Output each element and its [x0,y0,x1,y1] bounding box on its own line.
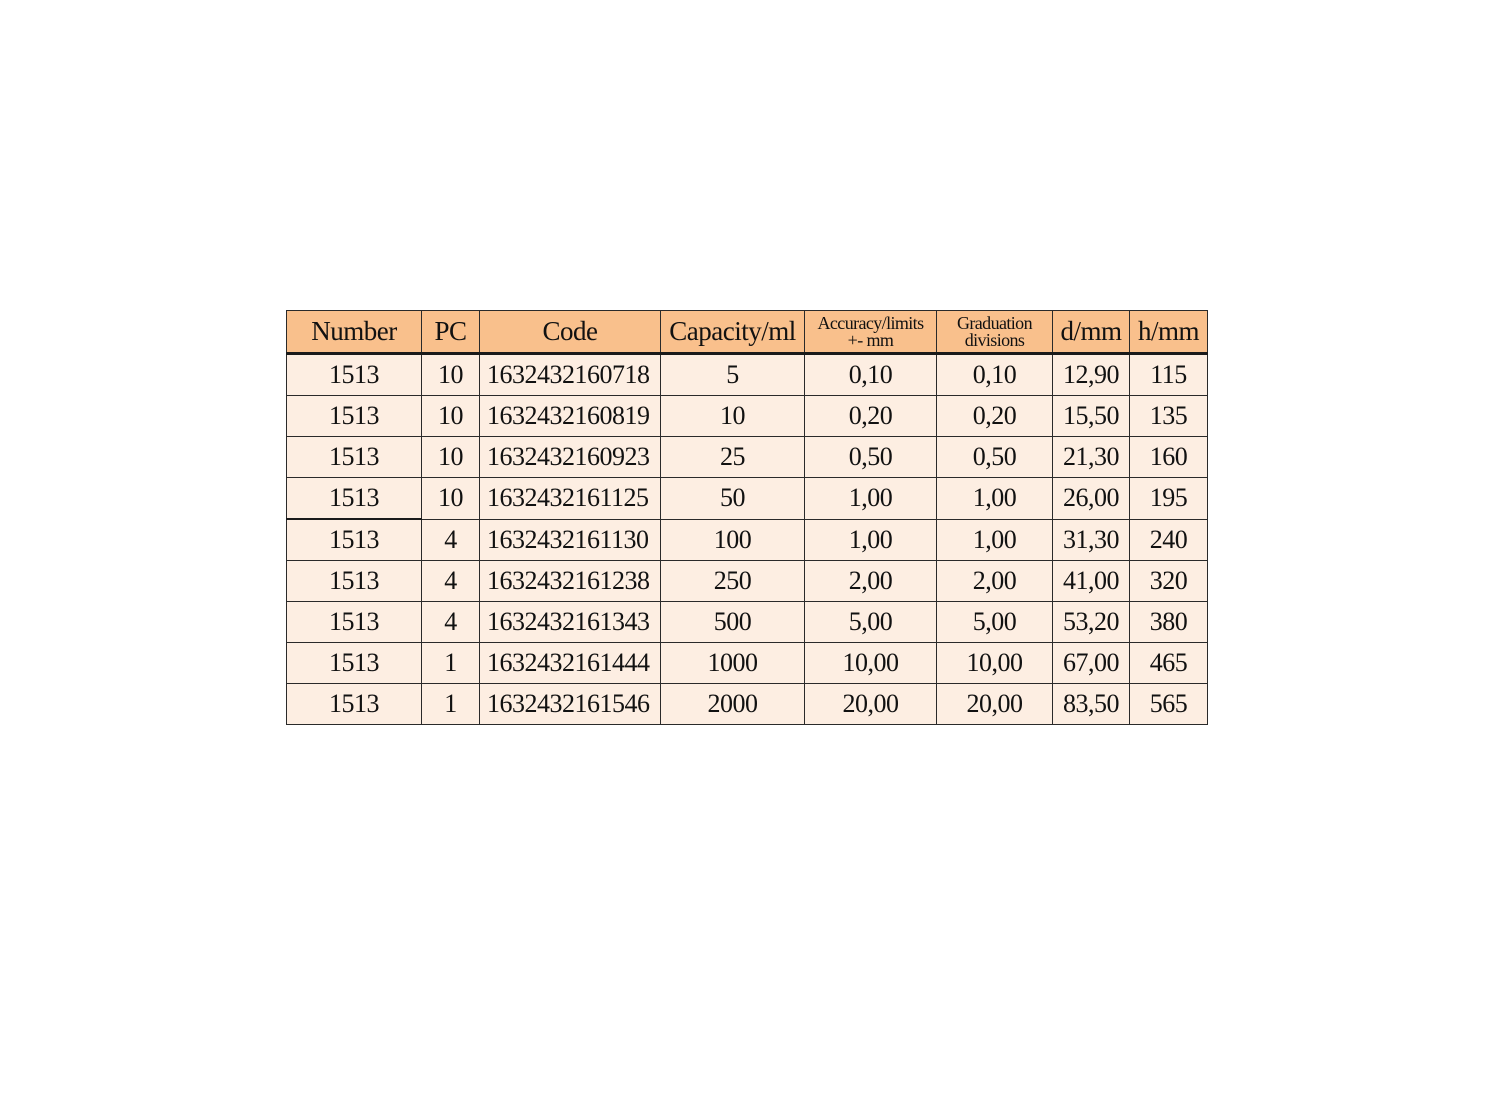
cell-capacity: 100 [661,519,805,561]
cell-code: 1632432161343 [480,602,661,643]
cell-accuracy: 1,00 [805,478,937,520]
cell-graduation: 20,00 [937,684,1053,725]
cell-pc: 10 [422,354,480,396]
cell-capacity: 5 [661,354,805,396]
cell-graduation: 1,00 [937,519,1053,561]
cell-h-mm: 160 [1130,437,1208,478]
cell-d-mm: 15,50 [1053,396,1130,437]
cell-d-mm: 41,00 [1053,561,1130,602]
cell-d-mm: 26,00 [1053,478,1130,520]
cell-number: 1513 [287,643,422,684]
cell-graduation: 1,00 [937,478,1053,520]
cell-number: 1513 [287,396,422,437]
cell-code: 1632432160718 [480,354,661,396]
cell-number: 1513 [287,478,422,520]
cell-capacity: 500 [661,602,805,643]
table-row [287,684,1208,725]
table-row [287,437,1208,478]
cell-code: 1632432160923 [480,437,661,478]
header-d-mm: d/mm [1053,311,1130,354]
table-row [287,519,1208,561]
table-row [287,396,1208,437]
table-row [287,478,1208,520]
header-accuracy-line1: Accuracy/limits [817,312,924,333]
cell-d-mm: 53,20 [1053,602,1130,643]
header-capacity: Capacity/ml [661,311,805,354]
cell-capacity: 10 [661,396,805,437]
cell-pc: 4 [422,561,480,602]
cell-code: 1632432161130 [480,519,661,561]
cell-d-mm: 31,30 [1053,519,1130,561]
cell-h-mm: 135 [1130,396,1208,437]
header-accuracy-line2: +- mm [847,329,894,350]
cell-h-mm: 565 [1130,684,1208,725]
header-number: Number [287,311,422,354]
cell-graduation: 10,00 [937,643,1053,684]
cell-code: 1632432160819 [480,396,661,437]
cell-code: 1632432161125 [480,478,661,520]
cell-d-mm: 83,50 [1053,684,1130,725]
cell-d-mm: 67,00 [1053,643,1130,684]
cell-d-mm: 21,30 [1053,437,1130,478]
cell-graduation: 5,00 [937,602,1053,643]
table-row [287,354,1208,396]
header-code: Code [480,311,661,354]
header-h-mm: h/mm [1130,311,1208,354]
cell-h-mm: 465 [1130,643,1208,684]
cell-d-mm: 12,90 [1053,354,1130,396]
cell-h-mm: 115 [1130,354,1208,396]
cell-pc: 1 [422,643,480,684]
header-graduation-line1: Graduation [957,312,1032,333]
cell-accuracy: 1,00 [805,519,937,561]
specification-table [286,310,1208,725]
table-row [287,602,1208,643]
cell-capacity: 50 [661,478,805,520]
cell-accuracy: 10,00 [805,643,937,684]
cell-graduation: 0,50 [937,437,1053,478]
table-body [287,354,1208,725]
cell-code: 1632432161546 [480,684,661,725]
cell-number: 1513 [287,519,422,561]
cell-capacity: 25 [661,437,805,478]
cell-pc: 10 [422,478,480,520]
cell-accuracy: 20,00 [805,684,937,725]
cell-number: 1513 [287,437,422,478]
cell-capacity: 250 [661,561,805,602]
cell-code: 1632432161238 [480,561,661,602]
table-row [287,561,1208,602]
cell-pc: 10 [422,437,480,478]
cell-number: 1513 [287,354,422,396]
table-header [287,311,1208,354]
header-graduation [937,311,1053,354]
cell-capacity: 2000 [661,684,805,725]
cell-accuracy: 0,50 [805,437,937,478]
cell-number: 1513 [287,602,422,643]
cell-graduation: 2,00 [937,561,1053,602]
cell-accuracy: 5,00 [805,602,937,643]
cell-h-mm: 380 [1130,602,1208,643]
header-accuracy [805,311,937,354]
header-row [287,311,1208,354]
cell-number: 1513 [287,561,422,602]
cell-h-mm: 240 [1130,519,1208,561]
cell-h-mm: 195 [1130,478,1208,520]
cell-pc: 4 [422,602,480,643]
cell-graduation: 0,10 [937,354,1053,396]
cell-number: 1513 [287,684,422,725]
cell-code: 1632432161444 [480,643,661,684]
cell-graduation: 0,20 [937,396,1053,437]
header-graduation-line2: divisions [964,329,1025,350]
cell-pc: 4 [422,519,480,561]
header-pc: PC [422,311,480,354]
cell-accuracy: 0,20 [805,396,937,437]
cell-accuracy: 0,10 [805,354,937,396]
cell-capacity: 1000 [661,643,805,684]
cell-pc: 1 [422,684,480,725]
cell-h-mm: 320 [1130,561,1208,602]
table-row [287,643,1208,684]
cell-pc: 10 [422,396,480,437]
cell-accuracy: 2,00 [805,561,937,602]
